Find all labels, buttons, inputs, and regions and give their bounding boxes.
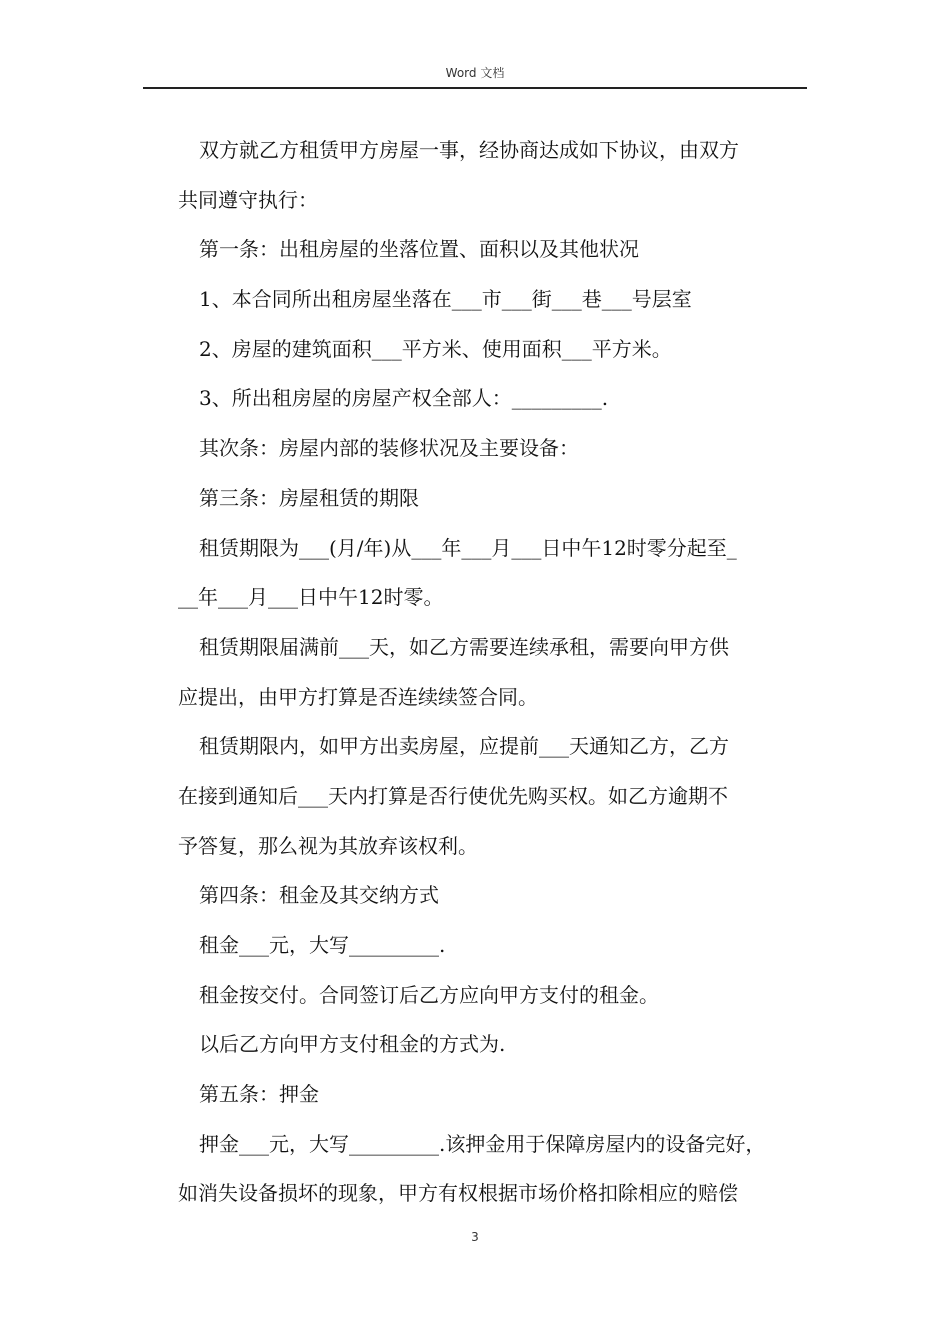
header-divider — [143, 87, 807, 89]
text-line: 应提出，由甲方打算是否连续续签合同。 — [178, 684, 538, 709]
text-line: 租金按交付。合同签订后乙方应向甲方支付的租金。 — [199, 982, 659, 1007]
text-line: 租赁期限届满前___天，如乙方需要连续承租，需要向甲方供 — [199, 634, 729, 659]
text-line: 租赁期限内，如甲方出卖房屋，应提前___天通知乙方，乙方 — [199, 734, 729, 759]
text-line: 租金___元，大写_________. — [199, 933, 446, 957]
text-line: 予答复，那么视为其放弃该权利。 — [178, 833, 478, 858]
page-header-title: Word 文档 — [445, 66, 505, 80]
text-line: 第五条：押金 — [199, 1082, 319, 1107]
page-number: 3 — [471, 1230, 479, 1244]
text-line: 第一条：出租房屋的坐落位置、面积以及其他状况 — [199, 237, 639, 262]
text-line: 其次条：房屋内部的装修状况及主要设备： — [199, 436, 579, 461]
text-line: 以后乙方向甲方支付租金的方式为. — [199, 1032, 506, 1057]
text-line: __年___月___日中午12时零。 — [178, 585, 444, 610]
text-line: 如消失设备损坏的现象，甲方有权根据市场价格扣除相应的赔偿 — [178, 1181, 738, 1206]
text-line: 1、本合同所出租房屋坐落在___市___街___巷___号层室 — [199, 287, 692, 312]
text-line: 押金___元，大写_________.该押金用于保障房屋内的设备完好， — [199, 1131, 766, 1156]
text-line: 第三条：房屋租赁的期限 — [199, 485, 419, 510]
text-line: 第四条：租金及其交纳方式 — [199, 883, 439, 908]
text-line: 租赁期限为___(月/年)从___年___月___日中午12时零分起至_ — [199, 535, 737, 560]
text-line: 在接到通知后___天内打算是否行使优先购买权。如乙方逾期不 — [178, 783, 728, 808]
text-line: 2、房屋的建筑面积___平方米、使用面积___平方米。 — [199, 336, 672, 361]
text-line: 3、所出租房屋的房屋产权全部人：_________. — [199, 386, 609, 411]
text-line: 共同遵守执行： — [178, 187, 318, 212]
document-body — [178, 126, 818, 1219]
text-line: 双方就乙方租赁甲方房屋一事，经协商达成如下协议，由双方 — [199, 138, 739, 162]
